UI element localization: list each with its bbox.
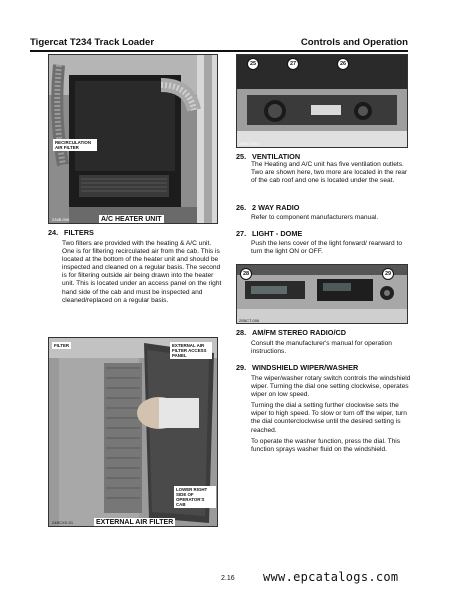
callout-28: 28 xyxy=(240,268,252,280)
section-27-title xyxy=(236,229,302,238)
section-number: 24. xyxy=(48,228,59,237)
photo-code: 25BCT-001 xyxy=(239,141,260,146)
paragraph: Consult the manufacturer's manual for operation instructions. xyxy=(251,340,392,356)
section-27-body xyxy=(251,240,411,259)
photo-ventilation xyxy=(236,54,408,148)
header-title-right: Controls and Operation xyxy=(300,37,408,48)
photo-ac-heater-unit xyxy=(48,54,218,224)
callout-27: 27 xyxy=(287,58,299,70)
section-title-text: 2 WAY RADIO xyxy=(252,203,300,212)
section-number: 26. xyxy=(236,203,247,212)
section-28-title xyxy=(236,328,346,337)
label-access-panel: EXTERNAL AIR FILTER ACCESS PANEL xyxy=(170,342,212,359)
caption-external-air-filter: EXTERNAL AIR FILTER xyxy=(96,519,174,526)
paragraph: To operate the washer function, press the dial. This function sprays washer fluid on the windshield. xyxy=(251,437,401,453)
section-number: 25. xyxy=(236,152,247,161)
section-title-text: VENTILATION xyxy=(252,152,301,161)
header-title-left: Tigercat T234 Track Loader xyxy=(30,37,155,48)
section-25-title xyxy=(236,152,300,161)
callout-25: 25 xyxy=(247,58,259,70)
caption-ac-heater-unit: A/C HEATER UNIT xyxy=(101,216,162,223)
photo-code: 25BCT-006 xyxy=(239,318,260,323)
section-28-body xyxy=(251,340,411,359)
paragraph: The wiper/washer rotary switch controls the windshield wiper. Turning the dial one setting clockwise, operates wiper on low speed. xyxy=(251,375,411,399)
section-number: 28. xyxy=(236,328,247,337)
ventilation-image xyxy=(237,55,408,148)
section-24-body xyxy=(62,240,222,308)
section-29-body xyxy=(251,375,411,457)
page-number: 2.16 xyxy=(221,575,235,582)
photo-code: 234B-006 xyxy=(52,217,70,222)
section-title-text: WINDSHIELD WIPER/WASHER xyxy=(252,363,359,372)
section-title-text: LIGHT - DOME xyxy=(252,229,303,238)
section-number: 27. xyxy=(236,229,247,238)
section-29-title xyxy=(236,363,358,372)
header-rule xyxy=(30,50,408,52)
photo-code: 24BCXX-01 xyxy=(52,520,74,525)
section-26-body xyxy=(251,214,411,225)
paragraph: Turning the dial a setting further clockwise sets the wiper to high speed. To slow or turn off the wiper, turn the dial counterclockwise until the desired setting is reached. xyxy=(251,402,407,434)
page-header xyxy=(30,37,408,51)
section-26-title xyxy=(236,203,299,212)
label-filter: FILTER xyxy=(54,343,70,348)
paragraph: Two filters are provided with the heating & A/C unit. One is for filtering recirculated air from the cab. This is located at the bottom of the heater unit and should be inspected and cleaned on a regular basis. The second is for filtering outside air being drawn into the heater unit. This is located under an access panel on the right hand side of the cab and must be inspected and cleaned/replaced on a regular basis. xyxy=(62,240,222,304)
callout-29: 29 xyxy=(382,268,394,280)
watermark-url: www.epcatalogs.com xyxy=(263,570,399,584)
section-title-text: FILTERS xyxy=(64,228,94,237)
section-24-title xyxy=(48,228,94,237)
paragraph: The Heating and A/C unit has five ventilation outlets. Two are shown here, two more are located in the rear of the cab roof and one is located under the seat. xyxy=(251,161,408,185)
paragraph: Push the lens cover of the light forward/ rearward to turn the light ON or OFF. xyxy=(251,240,402,256)
photo-external-air-filter xyxy=(48,337,218,527)
label-lower-right-side: LOWER RIGHT SIDE OF OPERATOR'S CAB xyxy=(174,486,216,508)
callout-26: 26 xyxy=(337,58,349,70)
section-25-body xyxy=(251,161,411,188)
label-recirculation-filter: RECIRCULATION AIR FILTER xyxy=(53,139,97,151)
section-number: 29. xyxy=(236,363,247,372)
paragraph: Refer to component manufacturers manual. xyxy=(251,214,379,221)
section-title-text: AM/FM STEREO RADIO/CD xyxy=(252,328,347,337)
photo-radio xyxy=(236,264,408,324)
